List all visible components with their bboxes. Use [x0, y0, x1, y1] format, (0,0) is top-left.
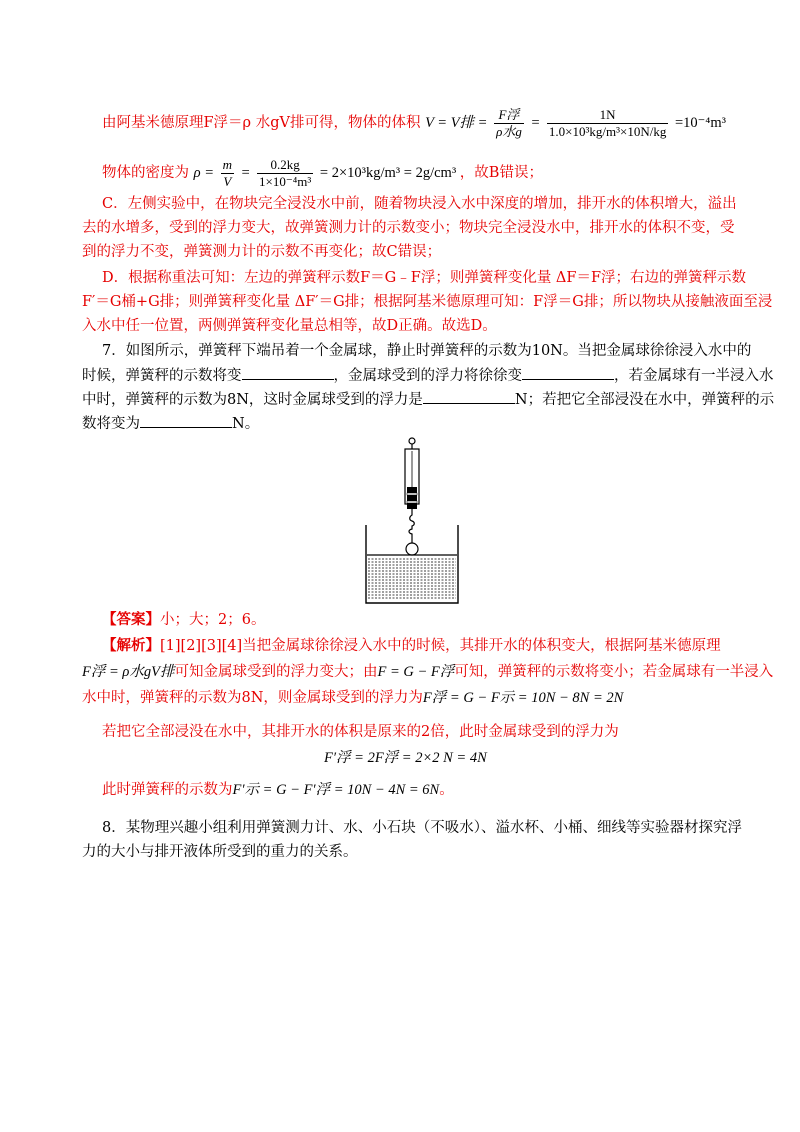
option-d-line-2: F′＝G桶+G排；则弹簧秤变化量 ΔF′＝G排；根据阿基米德原理可知：F浮＝G排；所以物块从接触液面至浸 — [82, 294, 773, 310]
analysis-line-6: 此时弹簧秤的示数为F′示 = G − F′浮 = 10N − 4N = 6N。 — [102, 782, 454, 798]
option-c-line-3: 到的浮力不变，弹簧测力计的示数不再变化；故C错误； — [82, 244, 442, 260]
option-c-line-1: C．左侧实验中，在物块完全浸没水中前，随着物块浸入水中深度的增加，排开水的体积增大，溢出 — [102, 196, 737, 212]
answer-blank-3[interactable] — [423, 389, 515, 404]
density-text: 物体的密度为 — [102, 164, 189, 181]
hook-icon — [409, 509, 414, 543]
density-fraction-2: $\frac{0.2kg}{\text{1×10⁻⁴m³}}$ — [259, 157, 312, 189]
spring-scale-figure — [360, 435, 460, 607]
question-7-line-3: 中时，弹簧秤的示数为8N，这时金属球受到的浮力是 N；若把它全部浸没在水中，弹簧秤的示 — [82, 389, 774, 410]
answer-blank-1[interactable] — [242, 365, 334, 380]
answer-label: 【答案】 — [102, 611, 160, 628]
full-buoyancy-formula: F′浮 = 2F浮 = 2×2 N = 4N — [324, 750, 487, 766]
analysis-line-4: 若把它全部浸没在水中，其排开水的体积是原来的2倍，此时金属球受到的浮力为 — [102, 724, 619, 740]
question-8-line-1: 8．某物理兴趣小组利用弹簧测力计、水、小石块（不吸水）、溢水杯、小桶、细线等实验器材探究浮 — [102, 820, 742, 836]
archimedes-volume-text: 由阿基米德原理F浮＝ρ 水gV排可得，物体的体积 — [102, 114, 421, 131]
density-fraction-1: $\frac{m}{V}$ — [222, 157, 232, 189]
analysis-line-3: 水中时，弹簧秤的示数为8N，则金属球受到的浮力为F浮 = G − F示 = 10N − 8N = 2N — [82, 690, 624, 706]
analysis-line-5 — [324, 748, 487, 768]
archimedes-volume-line: 由阿基米德原理F浮＝ρ 水gV排可得，物体的体积 V = V排 = $\frac{\text{F浮}}{\text{ρ水g}}$ = $\frac{1N}{\text{1.0×10³kg/m³×10N/kg}}$ =10⁻⁴m³ — [102, 107, 726, 139]
scale-formula: F = G − F浮 — [377, 664, 455, 680]
option-d-line-3: 入水中任一位置，两侧弹簧秤变化量总相等，故D正确。故选D。 — [82, 318, 497, 334]
answer-blank-4[interactable] — [140, 413, 232, 428]
density-line: 物体的密度为 ρ = $\frac{m}{V}$ = $\frac{0.2kg}{\text{1×10⁻⁴m³}}$ = 2×10³kg/m³ = 2g/cm³ ，故B错误； — [102, 157, 543, 189]
question-7-line-2: 时候，弹簧秤的示数将变 ，金属球受到的浮力将徐徐变 ，若金属球有一半浸入水 — [82, 365, 774, 386]
option-d-line-1: D．根据称重法可知：左边的弹簧秤示数F＝G﹣F浮；则弹簧秤变化量 ΔF＝F浮；右边的弹簧秤示数 — [102, 270, 747, 286]
volume-fraction-2: $\frac{1N}{\text{1.0×10³kg/m³×10N/kg}}$ — [548, 107, 667, 139]
half-immersed-formula: F浮 = G − F示 = 10N − 8N = 2N — [422, 690, 624, 706]
volume-lhs: V = V排 = — [425, 114, 488, 131]
question-7-line-1: 7．如图所示，弹簧秤下端吊着一个金属球，静止时弹簧秤的示数为10N。当把金属球徐徐浸入水中的 — [102, 343, 752, 359]
answer-text: 小；大；2；6。 — [160, 612, 266, 628]
analysis-line-2: F浮 = ρ水gV排可知金属球受到的浮力变大；由F = G − F浮可知，弹簧秤的示数将变小；若金属球有一半浸入 — [82, 664, 774, 680]
question-7-line-4: 数将变为 N。 — [82, 413, 259, 434]
option-c-line-2: 去的水增多，受到的浮力变大，故弹簧测力计的示数变小；物块完全浸没水中，排开水的体积不变，受 — [82, 220, 735, 236]
final-reading-formula: F′示 = G − F′浮 = 10N − 4N = 6N — [232, 782, 440, 798]
metal-ball — [406, 543, 418, 555]
analysis-line-1: 【解析】[1][2][3][4]当把金属球徐徐浸入水中的时候，其排开水的体积变大，根据阿基米德原理 — [102, 637, 721, 654]
buoyancy-formula: F浮 = ρ水gV排 — [82, 664, 175, 680]
answer-blank-2[interactable] — [522, 365, 614, 380]
volume-fraction-1: $\frac{\text{F浮}}{\text{ρ水g}}$ — [496, 107, 522, 139]
water-lines — [368, 559, 456, 598]
question-8-line-2: 力的大小与排开液体所受到的重力的关系。 — [82, 844, 358, 860]
analysis-label: 【解析】 — [102, 637, 160, 654]
top-ring-icon — [409, 438, 415, 444]
volume-result: =10⁻⁴m³ — [674, 114, 726, 131]
answer-line — [102, 610, 265, 630]
density-conclusion: ，故B错误； — [459, 164, 543, 181]
